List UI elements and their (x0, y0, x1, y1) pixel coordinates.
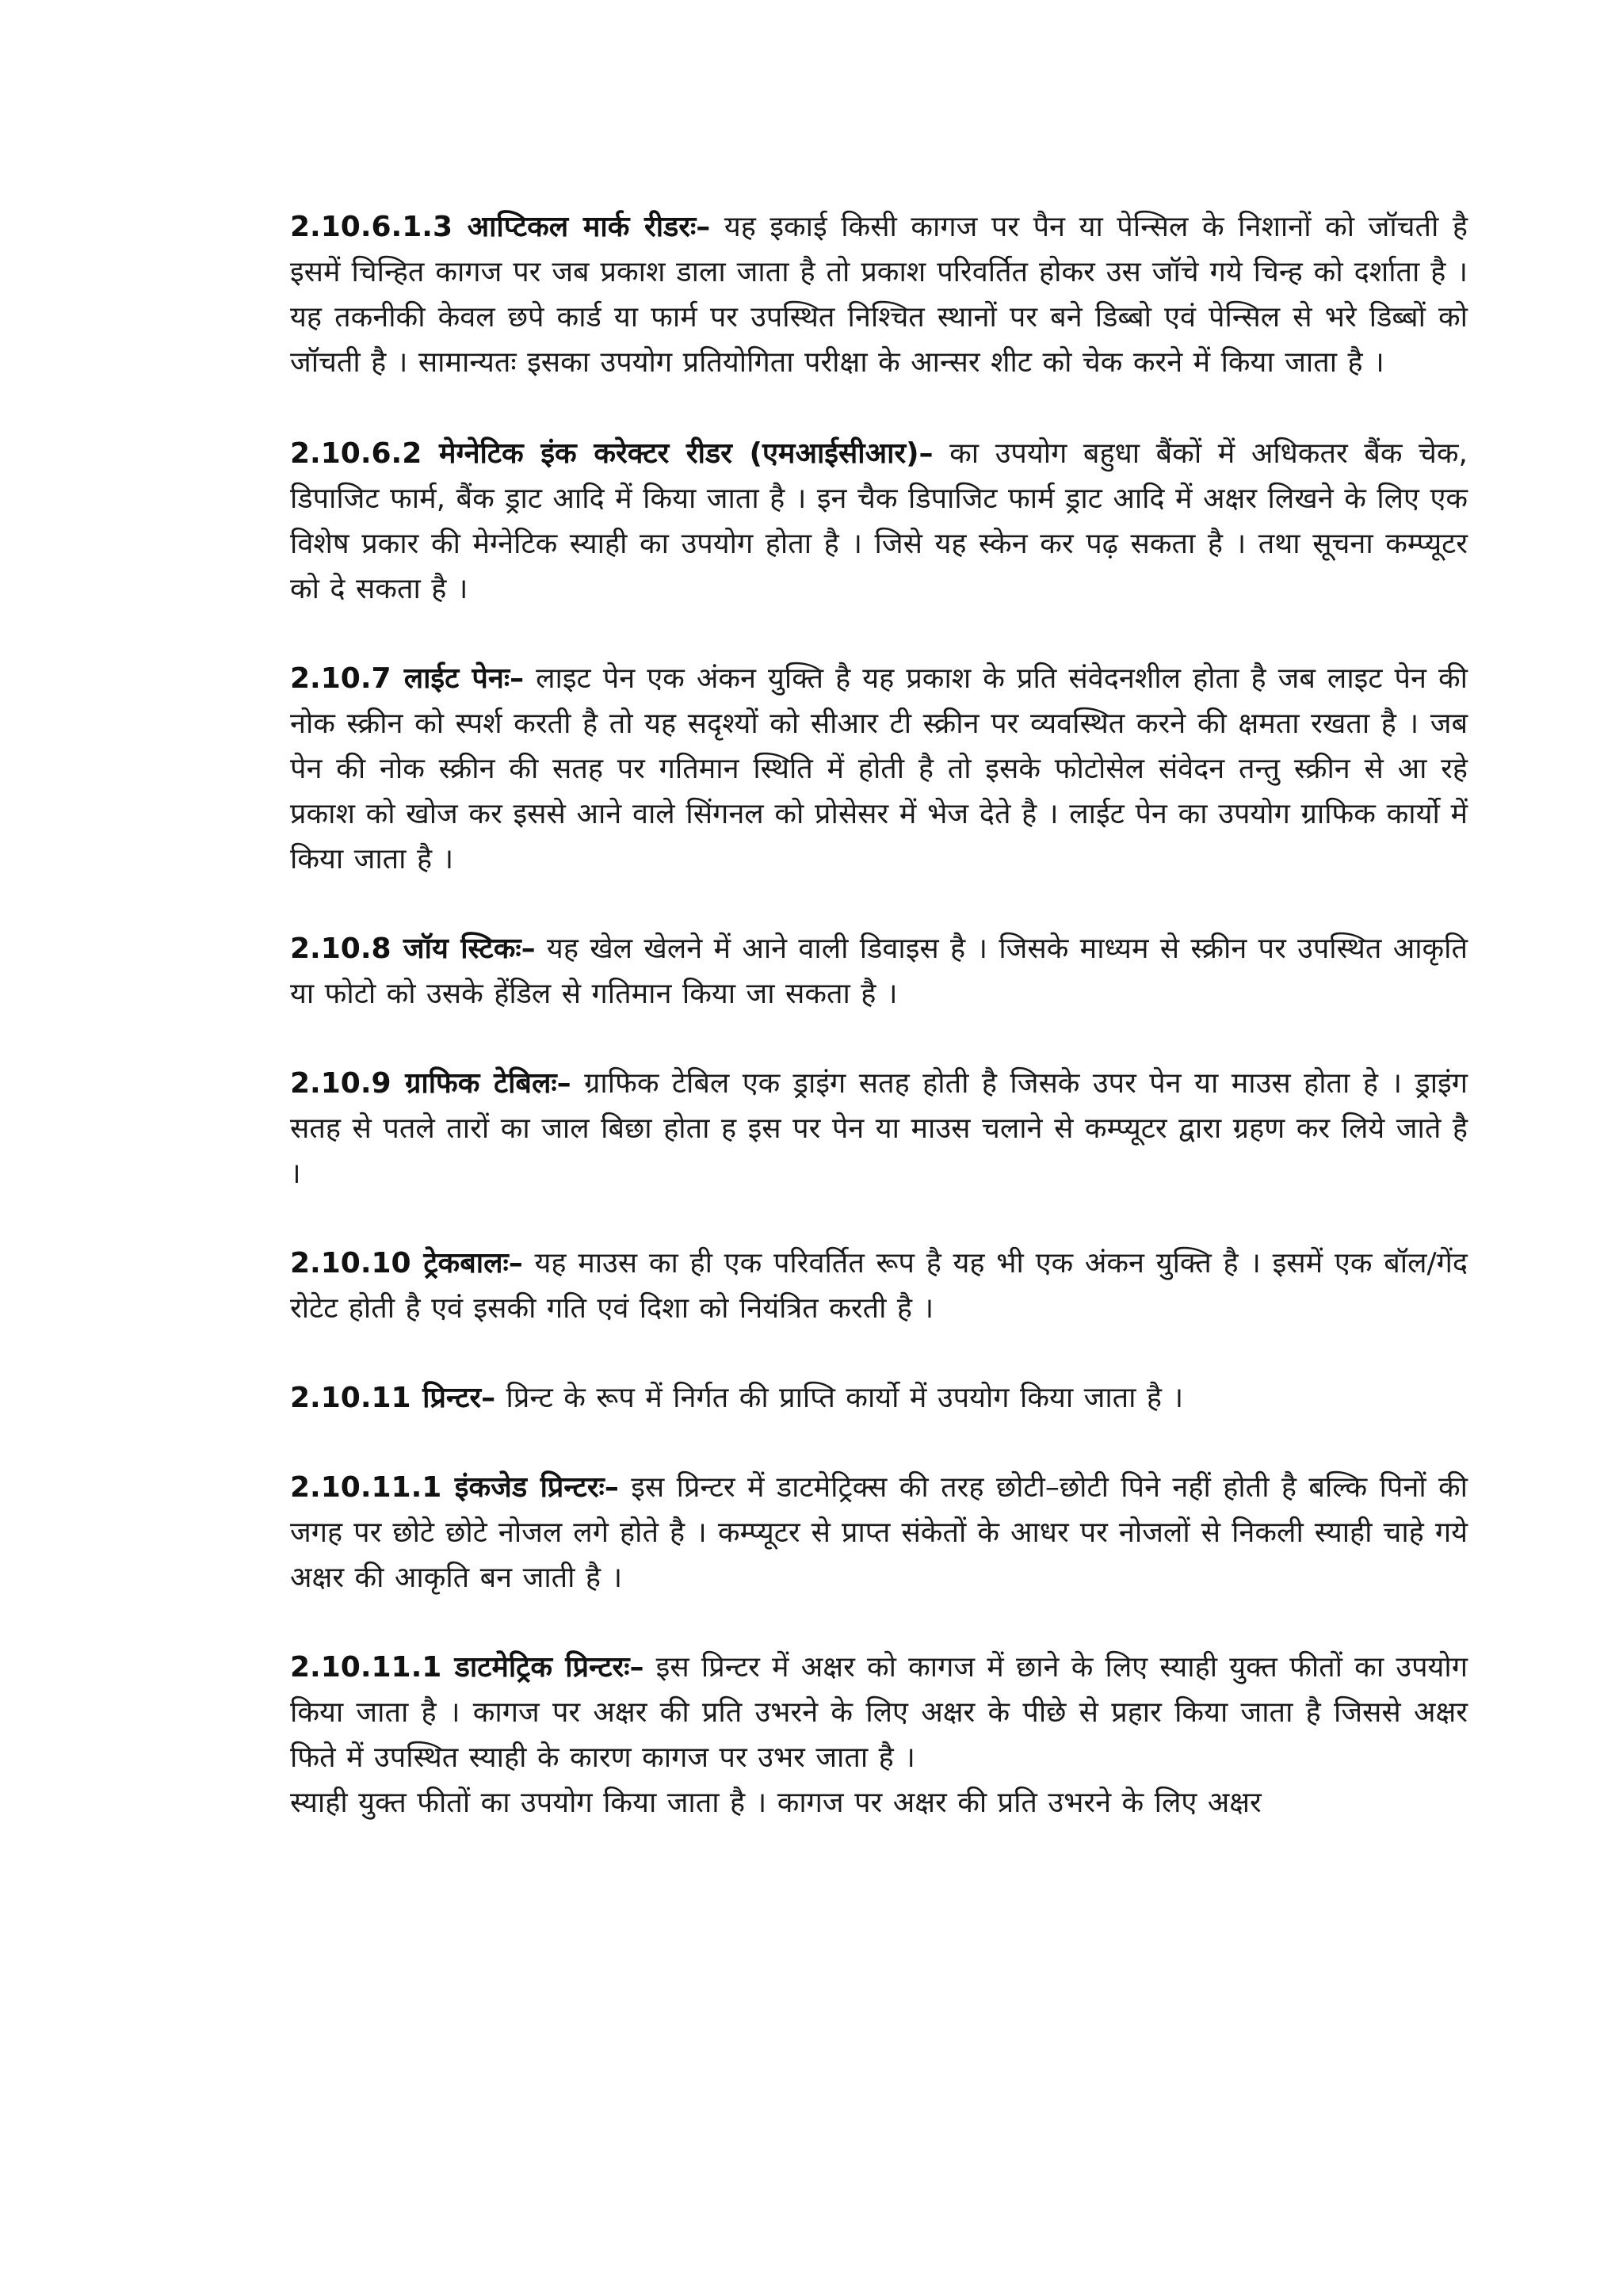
section-body: यह माउस का ही एक परिवर्तित रूप है यह भी एक अंकन युक्ति है । इसमें एक बॉल/गेंद रोटेट होती है एवं इसकी गति एवं दिशा को नियंत्रित करती है । (290, 1247, 1468, 1325)
section-heading: 2.10.9 ग्राफिक टेबिलः– (290, 1067, 571, 1100)
section-heading: 2.10.10 ट्रेकबालः– (290, 1247, 523, 1280)
section-heading: 2.10.7 लाईट पेनः– (290, 662, 525, 695)
section-printer (290, 1375, 1468, 1421)
section-body: प्रिन्ट के रूप में निर्गत की प्राप्ति कार्यो में उपयोग किया जाता है । (495, 1382, 1184, 1414)
section-body: इस प्रिन्टर में अक्षर को कागज में छाने के लिए स्याही युक्त फीतों का उपयोग किया जाता है । कागज पर अक्षर की प्रति उभरने के लिए अक्षर के पीछे से प्रहार किया जाता है जिससे अक्षर फिते में उपस्थित स्याही के कारण कागज पर उभर जाता है । (290, 1651, 1468, 1774)
section-body: यह खेल खेलने में आने वाली डिवाइस है । जिसके माध्यम से स्क्रीन पर उपस्थित आकृति या फोटो को उसके हेंडिल से गतिमान किया जा सकता है । (290, 933, 1468, 1010)
section-heading: 2.10.11.1 डाटमेट्रिक प्रिन्टरः– (290, 1651, 644, 1684)
section-micr (290, 431, 1468, 612)
section-graphic-tablet (290, 1061, 1468, 1196)
section-body: लाइट पेन एक अंकन युक्ति है यह प्रकाश के प्रति संवेदनशील होता है जब लाइट पेन की नोक स्क्रीन को स्पर्श करती है तो यह सदृश्यों को सीआर टी स्क्रीन पर व्यवस्थित करने की क्षमता रखता है । जब पेन की नोक स्क्रीन की सतह पर गतिमान स्थिति में होती है तो इसके फोटोसेल संवेदन तन्तु स्क्रीन से आ रहे प्रकाश को खोज कर इससे आने वाले सिंगनल को प्रोसेसर में भेज देते है । लाईट पेन का उपयोग ग्राफिक कार्यो में किया जाता है । (290, 662, 1468, 875)
section-heading: 2.10.6.1.3 आप्टिकल मार्क रीडरः– (290, 211, 711, 243)
section-heading: 2.10.6.2 मेग्नेटिक इंक करेक्टर रीडर (एमआईसीआर)– (290, 437, 934, 470)
section-heading: 2.10.11.1 इंकजेड प्रिन्टरः– (290, 1471, 619, 1504)
section-optical-mark-reader (290, 204, 1468, 385)
section-joystick (290, 926, 1468, 1016)
section-inkjet-printer (290, 1465, 1468, 1600)
section-dot-matrix-printer (290, 1645, 1468, 1825)
section-body: इस प्रिन्टर में डाटमेट्रिक्स की तरह छोटी–छोटी पिने नहीं होती है बल्कि पिनों की जगह पर छोटे छोटे नोजल लगे होते है । कम्प्यूटर से प्राप्त संकेतों के आधर पर नोजलों से निकली स्याही चाहे गये अक्षर की आकृति बन जाती है । (290, 1471, 1468, 1594)
section-body: का उपयोग बहुधा बैंकों में अधिकतर बैंक चेक, डिपाजिट फार्म, बैंक ड्राट आदि में किया जाता है । इन चैक डिपाजिट फार्म ड्राट आदि में अक्षर लिखने के लिए एक विशेष प्रकार की मेग्नेटिक स्याही का उपयोग होता है । जिसे यह स्केन कर पढ़ सकता है । तथा सूचना कम्प्यूटर को दे सकता है । (290, 437, 1468, 605)
section-continuation-line: स्याही युक्त फीतों का उपयोग किया जाता है । कागज पर अक्षर की प्रति उभरने के लिए अक्षर (290, 1787, 1262, 1819)
section-light-pen (290, 656, 1468, 882)
document-page (290, 204, 1468, 1870)
section-body: यह इकाई किसी कागज पर पैन या पेन्सिल के निशानों को जॉचती है इसमें चिन्हित कागज पर जब प्रकाश डाला जाता है तो प्रकाश परिवर्तित होकर उस जॉचे गये चिन्ह को दर्शाता है । यह तकनीकी केवल छपे कार्ड या फार्म पर उपस्थित निश्चित स्थानों पर बने डिब्बो एवं पेन्सिल से भरे डिब्बों को जॉचती है । सामान्यतः इसका उपयोग प्रतियोगिता परीक्षा के आन्सर शीट को चेक करने में किया जाता है । (290, 211, 1468, 379)
section-heading: 2.10.8 जॉय स्टिकः– (290, 933, 536, 965)
section-heading: 2.10.11 प्रिन्टर– (290, 1382, 496, 1414)
section-trackball (290, 1241, 1468, 1331)
section-body: ग्राफिक टेबिल एक ड्राइंग सतह होती है जिसके उपर पेन या माउस होता हे । ड्राइंग सतह से पतले तारों का जाल बिछा होता ह इस पर पेन या माउस चलाने से कम्प्यूटर द्वारा ग्रहण कर लिये जाते है । (290, 1067, 1468, 1190)
